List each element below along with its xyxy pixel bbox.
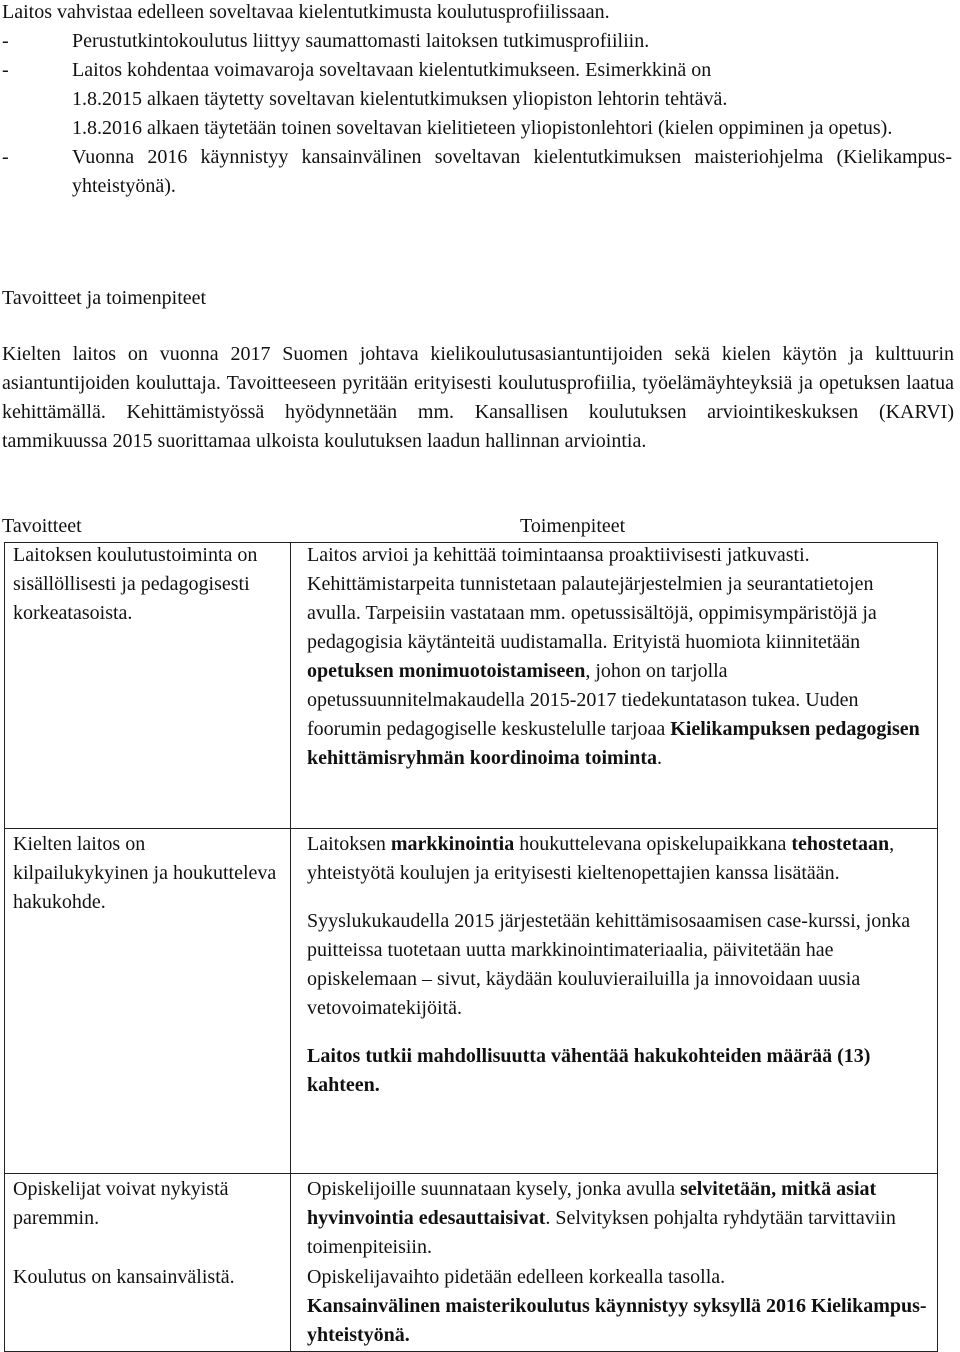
goal-cell-2 [13, 830, 283, 917]
action-text [307, 541, 929, 773]
section-heading: Tavoitteet ja toimenpiteet [2, 287, 207, 309]
action-text-bold-line [307, 1292, 929, 1350]
action-text-bold: opetuksen monimuotoistamiseen [307, 660, 586, 682]
goal-cell-3 [13, 1175, 283, 1233]
bullet-1 [2, 27, 952, 56]
action-text-bold: selvitetään, mitkä asiat hyvinvointia edesauttaisivat [307, 1178, 877, 1229]
action-text-part: Laitoksen [307, 833, 391, 855]
action-text-part: , johon on tarjolla opetussuunnitelmakaudella 2015-2017 tiedekuntatason tukea. Uuden foorumin pedagogiselle keskustelulle tarjoaa [307, 660, 859, 740]
action-cell-1 [307, 541, 929, 773]
bullet-marker: - [2, 59, 9, 81]
intro-block [2, 0, 952, 201]
action-cell-4 [307, 1263, 929, 1350]
action-text-part: . Selvityksen pohjalta ryhdytään tarvittaviin toimenpiteisiin. [307, 1207, 896, 1258]
action-text-bold: Kielikampuksen pedagogisen kehittämisryhmän koordinoima toiminta [307, 718, 920, 769]
column-divider [290, 543, 291, 1351]
goal-text: Kielten laitos on kilpailukykyinen ja houkutteleva hakukohde. [13, 833, 277, 913]
bullet-2-line-c: 1.8.2016 alkaen täytetään toinen soveltavan kielitieteen yliopistonlehtori (kielen oppiminen ja opetus). [72, 117, 893, 139]
action-text-bold: Laitos tutkii mahdollisuutta vähentää hakukohteiden määrää (13) kahteen. [307, 1045, 871, 1096]
column-header-goals: Tavoitteet [2, 515, 82, 537]
action-text [307, 1175, 929, 1262]
goal-text: Laitoksen koulutustoiminta on sisällöllisesti ja pedagogisesti korkeatasoista. [13, 544, 258, 624]
action-text-part: houkuttelevana opiskelupaikkana [514, 833, 792, 855]
action-text-bold: Kansainvälinen maisterikoulutus käynnistyy syksyllä 2016 Kielikampus-yhteistyönä. [307, 1295, 927, 1346]
goal-cell-4 [13, 1263, 283, 1292]
action-text-bold: markkinointia [390, 833, 515, 855]
bullet-marker: - [2, 30, 9, 52]
action-text-part: Laitos arvioi ja kehittää toimintaansa proaktiivisesti jatkuvasti. Kehittämistarpeita tunnistetaan palautejärjestelmien ja seurantatietojen avulla. Tarpeisiin vastataan mm. opetussisältöjä, oppimisympäristöjä ja pedagogisia käytänteitä uudistamalla. Erityistä huomiota kiinnitetään [307, 544, 877, 653]
goal-text: Koulutus on kansainvälistä. [13, 1266, 235, 1288]
action-paragraph: Syyslukukaudella 2015 järjestetään kehittämisosaamisen case-kurssi, jonka puitteissa tuotetaan uutta markkinointimateriaalia, päivitetään hae opiskelemaan – sivut, käydään kouluvierailuilla ja innovoidaan uusia vetovoimatekijöitä. [307, 910, 911, 1019]
action-cell-2 [307, 830, 929, 1100]
action-text-part: . [657, 747, 663, 769]
column-header-actions: Toimenpiteet [520, 515, 626, 537]
bullet-marker: - [2, 146, 9, 168]
bullet-1-text: Perustutkintokoulutus liittyy saumattomasti laitoksen tutkimusprofiiliin. [72, 30, 650, 52]
bullet-2-line-b: 1.8.2015 alkaen täytetty soveltavan kielentutkimuksen yliopiston lehtorin tehtävä. [72, 88, 728, 110]
action-text-part: Opiskelijoille suunnataan kysely, jonka avulla [307, 1178, 681, 1200]
goals-actions-table [4, 542, 938, 1352]
bullet-3 [2, 143, 952, 201]
bullet-2 [2, 56, 952, 85]
action-cell-3 [307, 1175, 929, 1262]
action-text: Opiskelijavaihto pidetään edelleen korkealla tasolla. [307, 1266, 726, 1288]
row-divider [5, 1173, 937, 1174]
section-paragraph: Kielten laitos on vuonna 2017 Suomen johtava kielikoulutusasiantuntijoiden sekä kielen käytön ja kulttuurin asiantuntijoiden kouluttaja. Tavoitteeseen pyritään erityisesti koulutusprofiilia, työelämäyhteyksiä ja opetuksen laatua kehittämällä. Kehittämistyössä hyödynnetään mm. Kansallisen koulutuksen arviointikeskuksen (KARVI) tammikuussa 2015 suorittamaa ulkoista koulutuksen laadun hallinnan arviointia. [2, 343, 954, 452]
goal-cell-1 [13, 541, 283, 628]
action-text-part: , yhteistyötä koulujen ja erityisesti kieltenopettajien kanssa lisätään. [307, 833, 895, 884]
action-text-bold: tehostetaan [791, 833, 890, 855]
goal-text: Opiskelijat voivat nykyistä paremmin. [13, 1178, 229, 1229]
action-paragraph-bold [307, 1042, 929, 1100]
intro-line: Laitos vahvistaa edelleen soveltavaa kielentutkimusta koulutusprofiilissaan. [2, 1, 610, 23]
bullet-2-text: Laitos kohdentaa voimavaroja soveltavaan kielentutkimukseen. Esimerkkinä on [72, 59, 712, 81]
row-divider [5, 828, 937, 829]
action-text [307, 830, 929, 888]
bullet-3-text: Vuonna 2016 käynnistyy kansainvälinen soveltavan kielentutkimuksen maisteriohjelma (Kielikampus-yhteistyönä). [72, 146, 952, 197]
